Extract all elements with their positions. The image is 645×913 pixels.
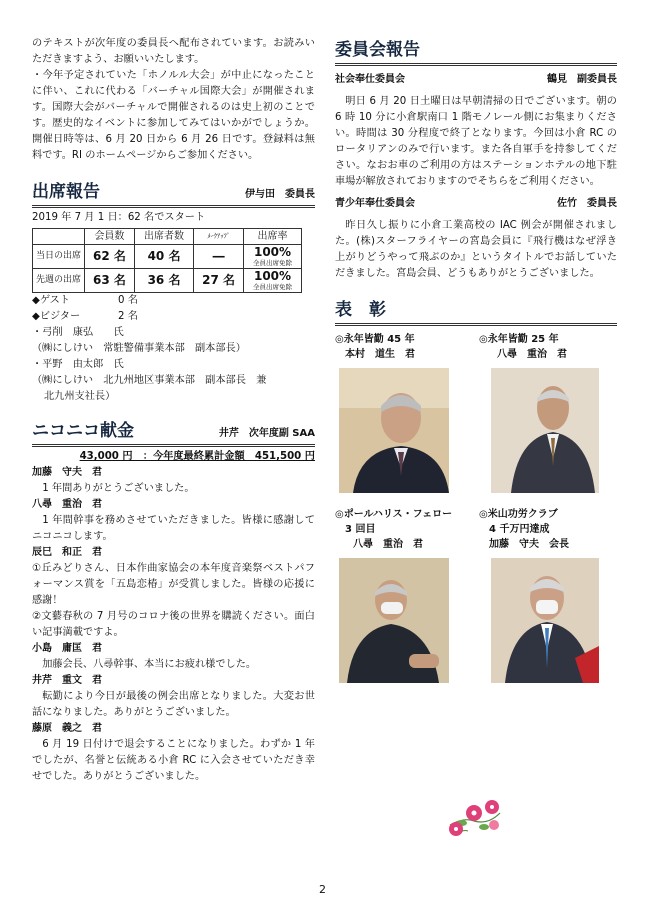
att-header-members: 会員数: [85, 229, 135, 245]
committee-reporter: 鶴見 副委員長: [547, 74, 617, 85]
award-caption: ◎ポールハリス・フェロー: [335, 509, 453, 520]
visitor-label: ◆ビジター: [32, 311, 81, 322]
attendance-table: [32, 228, 302, 293]
award-caption: ◎永年皆勤 45 年: [335, 334, 415, 345]
attendance-reporter: 伊与田 委員長: [245, 189, 315, 200]
nikoniko-donor-name: 辰巳 和正 君: [32, 547, 102, 558]
left-column: [32, 36, 315, 785]
award-subcaption: 4 千万円達成: [489, 524, 550, 535]
award-recipient: 本村 道生 君: [345, 349, 415, 360]
committee-title: 委員会報告: [335, 40, 420, 60]
att-rate-note: 全員出席免除: [253, 283, 293, 291]
att-rate: 100%: [253, 269, 292, 283]
committee-report-text: 昨日久し振りに小倉工業高校の IAC 例会が開催されました。(株)スターフライヤーの宮島会員に『飛行機はなぜ浮き上がりどうやって飛ぶのか』というタイトルでお話していただきました。宮島会員、どうもありがとうございました。: [335, 220, 617, 279]
photo-yahiro-phf: [339, 558, 449, 683]
award-item: [479, 332, 619, 493]
visitor-affiliation: （㈱にしけい 北九州地区事業本部 副本部長 兼: [32, 375, 267, 386]
nikoniko-message: 6 月 19 日付けで退会することになりました。わずか 1 年でしたが、名誉と伝統ある小倉 RC に入会させていただき幸せでした。ありがとうございました。: [32, 739, 315, 782]
att-rate-cell: [244, 269, 302, 293]
awards-header: [335, 300, 617, 320]
att-makeup: ―: [194, 245, 244, 269]
committee-header: [335, 40, 617, 60]
intro-paragraph-2: ・今年予定されていた「ホノルル大会」が中止になったことに伴い、これに代わる「バーチャル国際大会」が開催されます。国際大会がバーチャルで開催されるのは史上初のことです。歴史的なイベントに参加してみてはいかがでしょうか。開催日時等は、6 月 20 日から 6 月 26 日です。登録料は無料です。RI のホームページからご参加ください。: [32, 70, 315, 161]
guest-row: [32, 293, 315, 309]
nikoniko-rule: [32, 444, 315, 447]
page-number: 2: [319, 883, 326, 896]
att-header-makeup: ﾒｰｸｱｯﾌﾟ: [194, 229, 244, 245]
award-caption: ◎米山功労クラブ: [479, 509, 558, 520]
visitor-row: [32, 309, 315, 325]
att-members: 63 名: [85, 269, 135, 293]
awards-rule: [335, 323, 617, 326]
right-column: [335, 36, 617, 683]
awards-title: 表 彰: [335, 300, 386, 320]
att-makeup: 27 名: [194, 269, 244, 293]
att-rate: 100%: [253, 245, 292, 259]
nikoniko-donor-name: 小島 庸匡 君: [32, 643, 102, 654]
attendance-rule: [32, 205, 315, 208]
committee-subhead: [335, 196, 617, 212]
photo-yahiro: [491, 368, 599, 493]
visitor-count: 2 名: [118, 311, 138, 322]
att-header-present: 出席者数: [134, 229, 193, 245]
nikoniko-donor-name: 藤原 義之 君: [32, 723, 102, 734]
guest-label: ◆ゲスト: [32, 295, 70, 306]
nikoniko-list: [32, 465, 315, 785]
award-item: [479, 507, 619, 683]
visitor-name: ・弓削 康弘 氏: [32, 327, 124, 338]
award-recipient: 八尋 重治 君: [497, 349, 567, 360]
att-header-blank: [33, 229, 85, 245]
att-row-label: 当日の出席: [33, 245, 85, 269]
committee-subhead: [335, 72, 617, 88]
morning-glory-illustration: [444, 795, 504, 841]
nikoniko-message: 加藤会長、八尋幹事、本当にお疲れ様でした。: [42, 659, 257, 670]
nikoniko-message: 1 年間ありがとうございました。: [42, 483, 195, 494]
att-header-rate: 出席率: [244, 229, 302, 245]
guest-count: 0 名: [118, 295, 138, 306]
att-rate-note: 全員出席免除: [253, 259, 293, 267]
att-members: 62 名: [85, 245, 135, 269]
visitor-affiliation: （㈱にしけい 常駐警備事業本部 副本部長）: [32, 343, 246, 354]
committee-reporter: 佐竹 委員長: [557, 198, 617, 209]
attendance-header: [32, 182, 315, 202]
nikoniko-message: ①丘みどりさん、日本作曲家協会の本年度音楽祭ベストパフォーマンス賞を「五島恋椿」が受賞しました。皆様の応援に感謝！ ②文藝春秋の 7 月号のコロナ後の世界を購読ください。面白い記事満載ですよ。: [32, 563, 315, 638]
nikoniko-message: 転勤により今日が最後の例会出席となりました。大変お世話になりました。ありがとうございました。: [32, 691, 315, 718]
nikoniko-donor-name: 井芹 重文 君: [32, 675, 102, 686]
visitor-name: ・平野 由太郎 氏: [32, 359, 124, 370]
award-item: [335, 332, 475, 493]
attendance-date-line: 2019 年 7 月 1 日：62 名でスタート: [32, 212, 206, 223]
award-item: [335, 507, 475, 683]
committee-name: 青少年奉仕委員会: [335, 198, 415, 209]
award-recipient: 八尋 重治 君: [353, 539, 423, 550]
nikoniko-reporter: 井芹 次年度副 SAA: [218, 428, 315, 439]
photo-motomura: [339, 368, 449, 493]
nikoniko-title: ニコニコ献金: [32, 421, 134, 441]
nikoniko-donor-name: 加藤 守夫 君: [32, 467, 102, 478]
nikoniko-donor-name: 八尋 重治 君: [32, 499, 102, 510]
visitor-affiliation-cont: 北九州支社長）: [44, 391, 116, 402]
award-recipient: 加藤 守夫 会長: [489, 539, 569, 550]
awards-grid: [335, 332, 617, 683]
award-subcaption: 3 回目: [345, 524, 376, 535]
photo-kato: [491, 558, 599, 683]
att-present: 40 名: [134, 245, 193, 269]
att-row-today: [33, 245, 302, 269]
intro-paragraph-1: のテキストが次年度の委員長へ配布されています。お読みいただきますよう、お願いいたします。: [32, 38, 315, 65]
award-caption: ◎永年皆勤 25 年: [479, 334, 559, 345]
nikoniko-total: 43,000 円 ：今年度最終累計金額 451,500 円: [79, 451, 315, 462]
att-row-lastweek: [33, 269, 302, 293]
nikoniko-header: [32, 421, 315, 441]
committee-report-text: 明日 6 月 20 日土曜日は早朝清掃の日でございます。朝の 6 時 10 分に小倉駅南口 1 階モノレール側にお集まりください。時間は 30 分程度で終了となります。今回は小倉 RC のロータリアンのみで行います。また各自軍手を持参してください。なおお車のご利用の方はステーションホテルの地下駐車場が解放されておりますのでそちらをご利用ください。: [335, 96, 617, 187]
attendance-title: 出席報告: [32, 182, 100, 202]
att-present: 36 名: [134, 269, 193, 293]
committee-rule: [335, 63, 617, 66]
nikoniko-message: 1 年間幹事を務めさせていただきました。皆様に感謝してニコニコします。: [32, 515, 315, 542]
att-row-label: 先週の出席: [33, 269, 85, 293]
att-rate-cell: [244, 245, 302, 269]
committee-name: 社会奉仕委員会: [335, 74, 405, 85]
